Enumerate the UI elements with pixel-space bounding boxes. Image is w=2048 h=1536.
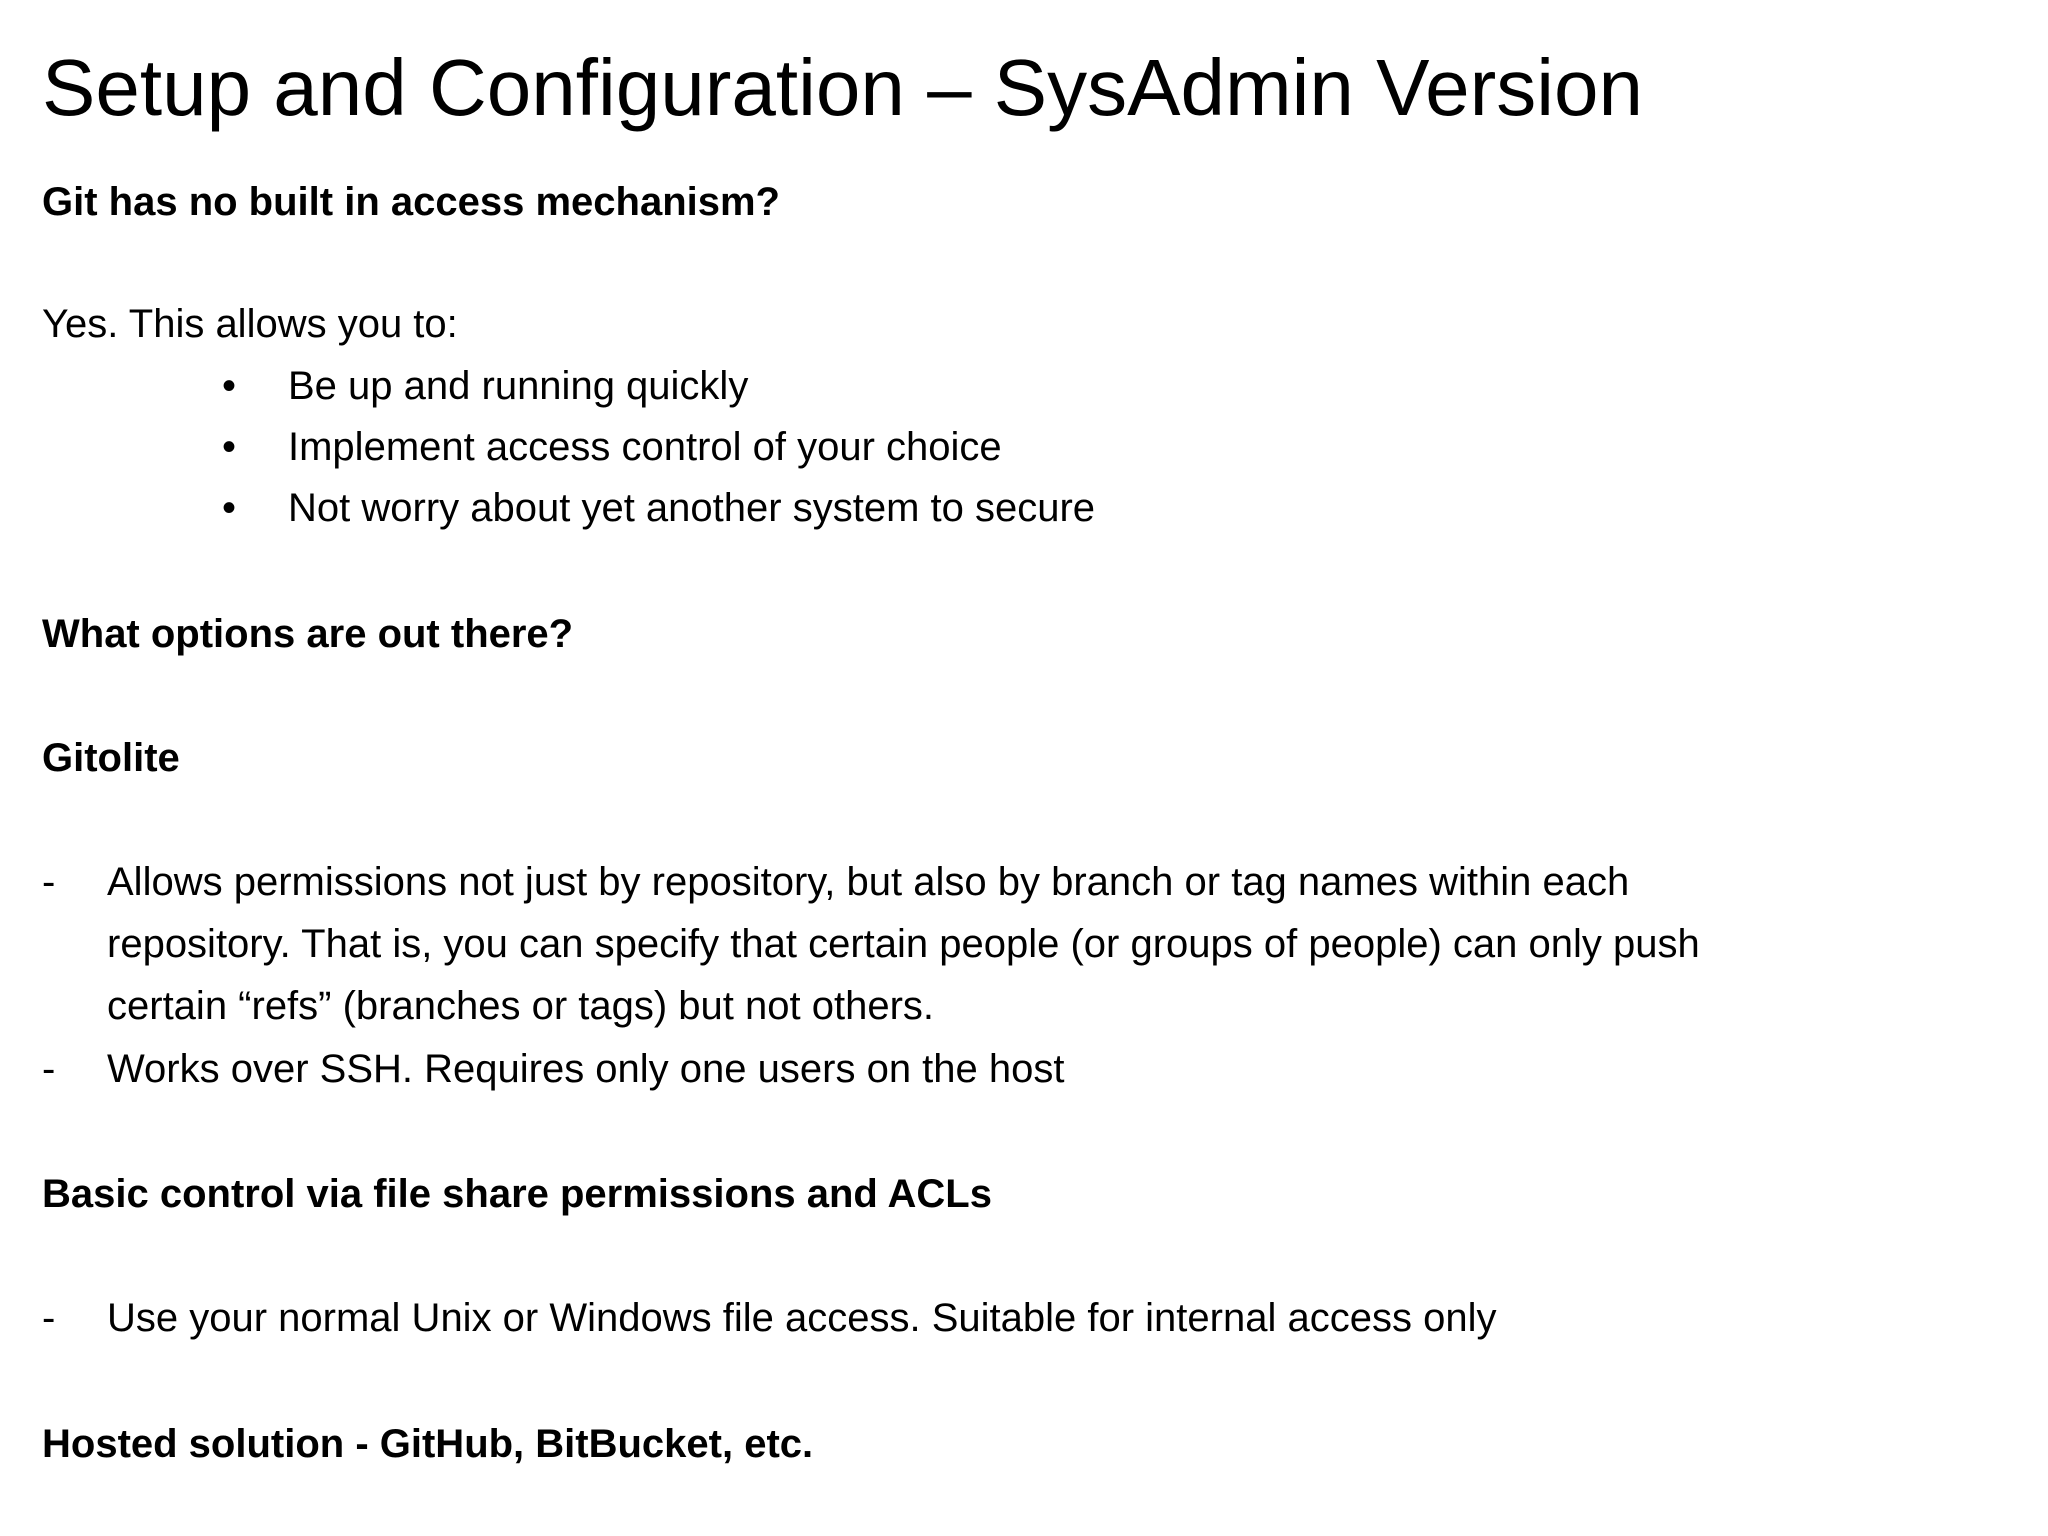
gitolite-item-1-line-1: Allows permissions not just by repository, but also by branch or tag names within each (107, 860, 1630, 904)
bullet-marker: • (222, 486, 237, 530)
bullet-item: Not worry about yet another system to secure (288, 486, 1096, 530)
gitolite-item-2: Works over SSH. Requires only one users on the host (107, 1047, 1065, 1091)
question-options: What options are out there? (42, 612, 574, 656)
intro-text: Yes. This allows you to: (42, 302, 458, 346)
dash-marker: - (42, 1296, 56, 1340)
heading-hosted-solution: Hosted solution - GitHub, BitBucket, etc. (42, 1422, 814, 1466)
bullet-item: Be up and running quickly (288, 364, 749, 408)
bullet-marker: • (222, 425, 237, 469)
question-access-mechanism: Git has no built in access mechanism? (42, 180, 780, 224)
slide-title: Setup and Configuration – SysAdmin Version (42, 43, 1643, 132)
dash-marker: - (42, 1047, 56, 1091)
dash-marker: - (42, 860, 56, 904)
gitolite-item-1-line-3: certain “refs” (branches or tags) but not others. (107, 984, 935, 1028)
heading-basic-control: Basic control via file share permissions and ACLs (42, 1172, 992, 1216)
heading-gitolite: Gitolite (42, 736, 180, 780)
bullet-item: Implement access control of your choice (288, 425, 1002, 469)
bullet-marker: • (222, 364, 237, 408)
gitolite-item-1-line-2: repository. That is, you can specify that certain people (or groups of people) can only push (107, 922, 1700, 966)
basic-control-item-1: Use your normal Unix or Windows file access. Suitable for internal access only (107, 1296, 1497, 1340)
